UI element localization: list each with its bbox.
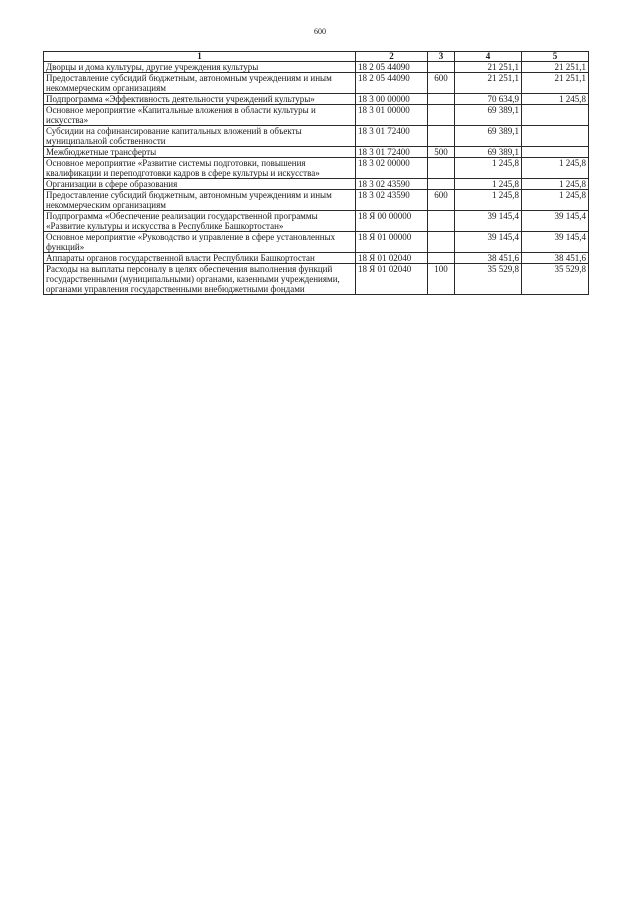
cell-amount-1: 1 245,8 (455, 190, 522, 211)
cell-code: 18 Я 01 02040 (356, 264, 428, 295)
cell-amount-2: 1 245,8 (522, 158, 589, 179)
cell-expense-type: 500 (428, 147, 455, 158)
cell-code: 18 3 02 43590 (356, 179, 428, 190)
cell-amount-2: 35 529,8 (522, 264, 589, 295)
table-row (44, 264, 589, 295)
cell-name: Организации в сфере образования (44, 179, 356, 190)
page-number: 600 (314, 27, 326, 36)
cell-code: 18 3 01 72400 (356, 126, 428, 147)
cell-amount-1: 69 389,1 (455, 126, 522, 147)
cell-amount-2: 21 251,1 (522, 73, 589, 94)
cell-amount-1: 1 245,8 (455, 158, 522, 179)
col-header-1: 1 (44, 52, 356, 62)
table-row (44, 126, 589, 147)
cell-amount-2 (522, 105, 589, 126)
cell-code: 18 Я 01 00000 (356, 232, 428, 253)
table-row (44, 211, 589, 232)
cell-amount-1: 1 245,8 (455, 179, 522, 190)
cell-amount-2 (522, 147, 589, 158)
cell-amount-2: 1 245,8 (522, 179, 589, 190)
cell-expense-type (428, 126, 455, 147)
cell-name: Расходы на выплаты персоналу в целях обеспечения выполнения функций государственными (муниципальными) органами, казенными учреждениями, органами управления государственными внебюджетными фондами (44, 264, 356, 295)
cell-name: Дворцы и дома культуры, другие учреждения культуры (44, 62, 356, 73)
table-row (44, 147, 589, 158)
table-row (44, 94, 589, 105)
table-header-row (44, 52, 589, 62)
cell-amount-1: 70 634,9 (455, 94, 522, 105)
cell-amount-2: 21 251,1 (522, 62, 589, 73)
cell-code: 18 3 00 00000 (356, 94, 428, 105)
cell-name: Основное мероприятие «Капитальные вложения в области культуры и искусства» (44, 105, 356, 126)
cell-amount-1: 38 451,6 (455, 253, 522, 264)
table-row (44, 62, 589, 73)
cell-amount-2: 39 145,4 (522, 211, 589, 232)
cell-expense-type (428, 232, 455, 253)
cell-expense-type (428, 211, 455, 232)
col-header-3: 3 (428, 52, 455, 62)
table-row (44, 73, 589, 94)
cell-name: Основное мероприятие «Развитие системы подготовки, повышения квалификации и переподготовки кадров в сфере культуры и искусства» (44, 158, 356, 179)
cell-name: Предоставление субсидий бюджетным, автономным учреждениям и иным некоммерческим организациям (44, 190, 356, 211)
cell-expense-type (428, 105, 455, 126)
cell-expense-type: 100 (428, 264, 455, 295)
cell-code: 18 3 01 72400 (356, 147, 428, 158)
cell-amount-2 (522, 126, 589, 147)
cell-amount-1: 21 251,1 (455, 73, 522, 94)
cell-expense-type: 600 (428, 190, 455, 211)
cell-expense-type (428, 179, 455, 190)
cell-name: Субсидии на софинансирование капитальных вложений в объекты муниципальной собственности (44, 126, 356, 147)
cell-amount-2: 1 245,8 (522, 94, 589, 105)
cell-code: 18 Я 01 02040 (356, 253, 428, 264)
cell-amount-2: 1 245,8 (522, 190, 589, 211)
cell-expense-type (428, 158, 455, 179)
cell-expense-type (428, 62, 455, 73)
cell-amount-1: 69 389,1 (455, 105, 522, 126)
table-row (44, 253, 589, 264)
table-row (44, 158, 589, 179)
cell-amount-2: 39 145,4 (522, 232, 589, 253)
table-row (44, 105, 589, 126)
cell-name: Подпрограмма «Обеспечение реализации государственной программы «Развитие культуры и искусства в Республике Башкортостан» (44, 211, 356, 232)
cell-name: Межбюджетные трансферты (44, 147, 356, 158)
col-header-5: 5 (522, 52, 589, 62)
cell-code: 18 3 01 00000 (356, 105, 428, 126)
cell-code: 18 3 02 00000 (356, 158, 428, 179)
cell-amount-1: 39 145,4 (455, 232, 522, 253)
cell-expense-type (428, 94, 455, 105)
cell-name: Подпрограмма «Эффективность деятельности учреждений культуры» (44, 94, 356, 105)
cell-name: Аппараты органов государственной власти Республики Башкортостан (44, 253, 356, 264)
cell-amount-1: 69 389,1 (455, 147, 522, 158)
cell-amount-1: 21 251,1 (455, 62, 522, 73)
table-row (44, 232, 589, 253)
col-header-2: 2 (356, 52, 428, 62)
cell-amount-2: 38 451,6 (522, 253, 589, 264)
budget-table (43, 51, 589, 295)
table-row (44, 179, 589, 190)
cell-expense-type: 600 (428, 73, 455, 94)
col-header-4: 4 (455, 52, 522, 62)
cell-code: 18 Я 00 00000 (356, 211, 428, 232)
cell-amount-1: 39 145,4 (455, 211, 522, 232)
cell-name: Основное мероприятие «Руководство и управление в сфере установленных функций» (44, 232, 356, 253)
cell-amount-1: 35 529,8 (455, 264, 522, 295)
cell-name: Предоставление субсидий бюджетным, автономным учреждениям и иным некоммерческим организациям (44, 73, 356, 94)
table-row (44, 190, 589, 211)
cell-expense-type (428, 253, 455, 264)
cell-code: 18 2 05 44090 (356, 62, 428, 73)
cell-code: 18 3 02 43590 (356, 190, 428, 211)
cell-code: 18 2 05 44090 (356, 73, 428, 94)
